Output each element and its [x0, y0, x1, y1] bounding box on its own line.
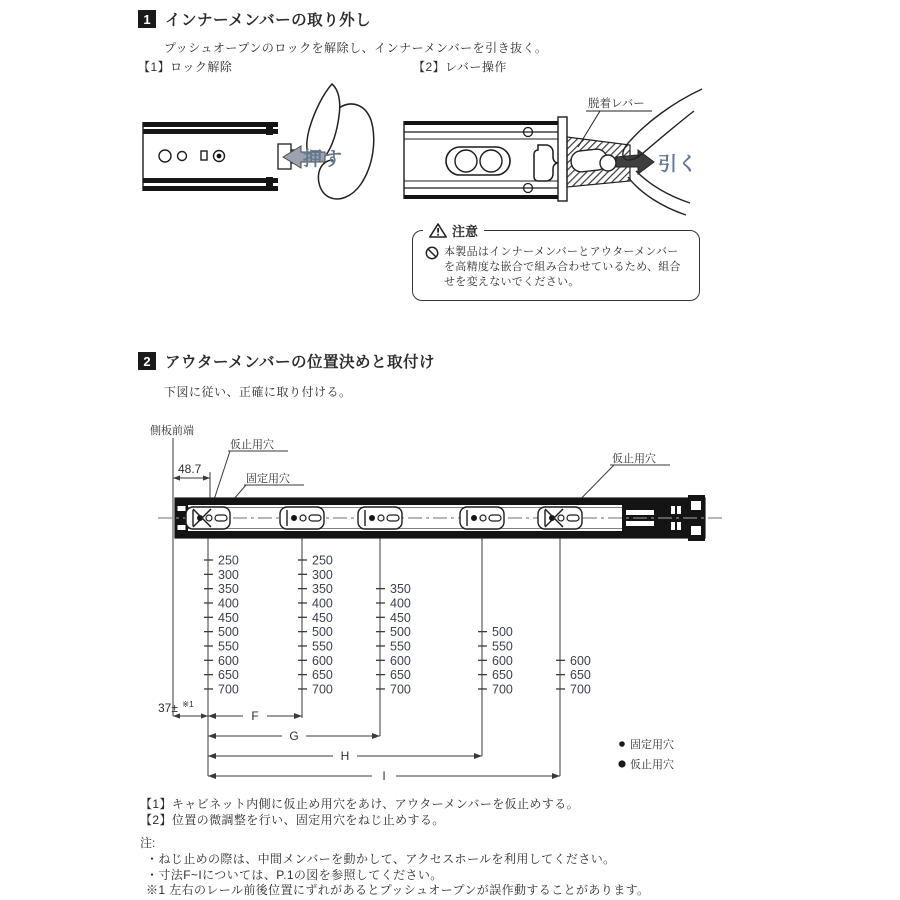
section2-title: アウターメンバーの位置決めと取付け [165, 354, 435, 371]
note-1: ・ねじ止めの際は、中間メンバーを動かして、アクセスホールを利用してください。 [146, 852, 616, 866]
dim-37: 37± [158, 701, 178, 715]
caution-body [425, 245, 689, 290]
scale-tick-label: 550 [312, 639, 333, 654]
section1-header [138, 8, 371, 30]
scale-tick-label: 550 [492, 639, 513, 654]
scale-tick-label: 450 [390, 610, 411, 625]
outer-member-diagram [130, 418, 795, 790]
scale-tick-label: 250 [312, 553, 333, 568]
scale-tick-label: 700 [390, 682, 411, 697]
scale-tick-label: 650 [570, 668, 591, 683]
mounting-slot [280, 507, 324, 529]
scale-tick-label: 500 [390, 625, 411, 640]
temp-hole-label-left: 仮止用穴 [230, 439, 274, 451]
slide-rail-side-view [404, 117, 567, 201]
temp-hole-label-right: 仮止用穴 [612, 453, 656, 465]
section2-description: 下図に従い、正確に取り付ける。 [164, 385, 352, 399]
mounting-slot [538, 507, 582, 529]
notes-list [146, 851, 616, 883]
dim-label-I: I [382, 769, 386, 783]
hand-illustration [307, 84, 374, 199]
scale-tick-label: 700 [570, 682, 591, 697]
mounting-slot [460, 507, 504, 529]
section1-title: インナーメンバーの取り外し [165, 12, 372, 29]
legend [618, 737, 674, 771]
dim-37-note: ※1 [182, 699, 194, 709]
caution-title: 注意 [452, 224, 479, 239]
scale-tick-label: 650 [218, 668, 239, 683]
scale-tick-label: 550 [218, 639, 239, 654]
scale-tick-label: 650 [390, 668, 411, 683]
side-plate-front-label: 側板前端 [150, 425, 194, 437]
scale-tick-label: 300 [312, 567, 333, 582]
scale-tick-label: 600 [570, 653, 591, 668]
scale-tick-label: 250 [218, 553, 239, 568]
push-action-label: 押す [303, 149, 344, 170]
scale-tick-label: 700 [492, 682, 513, 697]
scale-tick-label: 500 [218, 625, 239, 640]
scale-tick-label: 600 [390, 653, 411, 668]
scale-tick-label: 500 [492, 625, 513, 640]
caution-box [412, 224, 700, 301]
dim-label-G: G [289, 729, 299, 743]
scale-tick-label: 500 [312, 625, 333, 640]
fixed-hole-label: 固定用穴 [246, 473, 290, 485]
slide-rail-drawing [143, 122, 298, 191]
fixed-hole-bullet [619, 741, 625, 747]
scale-tick-label: 550 [390, 639, 411, 654]
section2-header [138, 350, 435, 372]
dim-label-H: H [340, 749, 350, 763]
caution-text: 本製品はインナーメンバーとアウターメンバーを高精度な嵌合で組み合わせているため、組合せを変えないでください。 [444, 246, 681, 288]
scale-tick-label: 600 [492, 653, 513, 668]
step-1: 【1】キャビネット内側に仮止め用穴をあけ、アウターメンバーを仮止めする。 [140, 797, 580, 811]
step-2: 【2】位置の微調整を行い、固定用穴をねじ止めする。 [140, 813, 445, 827]
section2-number-badge: 2 [138, 352, 156, 370]
mounting-slot [358, 507, 402, 529]
legend-fixed-hole: 固定用穴 [630, 739, 674, 751]
scale-tick-label: 350 [218, 582, 239, 597]
footnote: ※1 左右のレール前後位置にずれがあるとプッシュオープンが誤作動することがあります。 [146, 883, 650, 897]
scale-tick-label: 350 [312, 582, 333, 597]
note-2: ・寸法F~Iについては、P.1の図を参照してください。 [146, 868, 443, 882]
mounting-slot [186, 507, 230, 529]
scale-tick-label: 400 [312, 596, 333, 611]
scale-tick-label: 650 [312, 668, 333, 683]
figure-lever-operation [400, 75, 705, 220]
prohibition-icon [425, 246, 439, 260]
figure-lock-release [135, 80, 380, 220]
section1-number-badge: 1 [138, 10, 156, 28]
warning-icon [429, 223, 447, 238]
caution-header [423, 221, 484, 240]
temp-hole-bullet [618, 760, 625, 767]
hole-pitch-scales [204, 538, 591, 776]
scale-tick-label: 350 [390, 582, 411, 597]
scale-tick-label: 600 [218, 653, 239, 668]
dim-label-F: F [251, 709, 259, 723]
detach-lever-label: 脱着レバー [588, 98, 645, 110]
figure1-caption: 【1】ロック解除 [138, 60, 233, 74]
scale-tick-label: 700 [312, 682, 333, 697]
section1-description: プッシュオープンのロックを解除し、インナーメンバーを引き抜く。 [164, 41, 548, 55]
pull-action-label: 引く [658, 154, 699, 175]
scale-tick-label: 400 [390, 596, 411, 611]
scale-tick-label: 300 [218, 567, 239, 582]
scale-tick-label: 450 [312, 610, 333, 625]
scale-tick-label: 650 [492, 668, 513, 683]
scale-tick-label: 400 [218, 596, 239, 611]
notes-title: 注: [140, 836, 156, 850]
dim-48-7: 48.7 [178, 462, 202, 476]
mounting-steps [140, 796, 579, 828]
scale-tick-label: 600 [312, 653, 333, 668]
scale-tick-label: 700 [218, 682, 239, 697]
figure2-caption: 【2】レバー操作 [413, 60, 507, 74]
legend-temp-hole: 仮止用穴 [630, 759, 674, 771]
scale-tick-label: 450 [218, 610, 239, 625]
dimension-lines [208, 709, 560, 783]
